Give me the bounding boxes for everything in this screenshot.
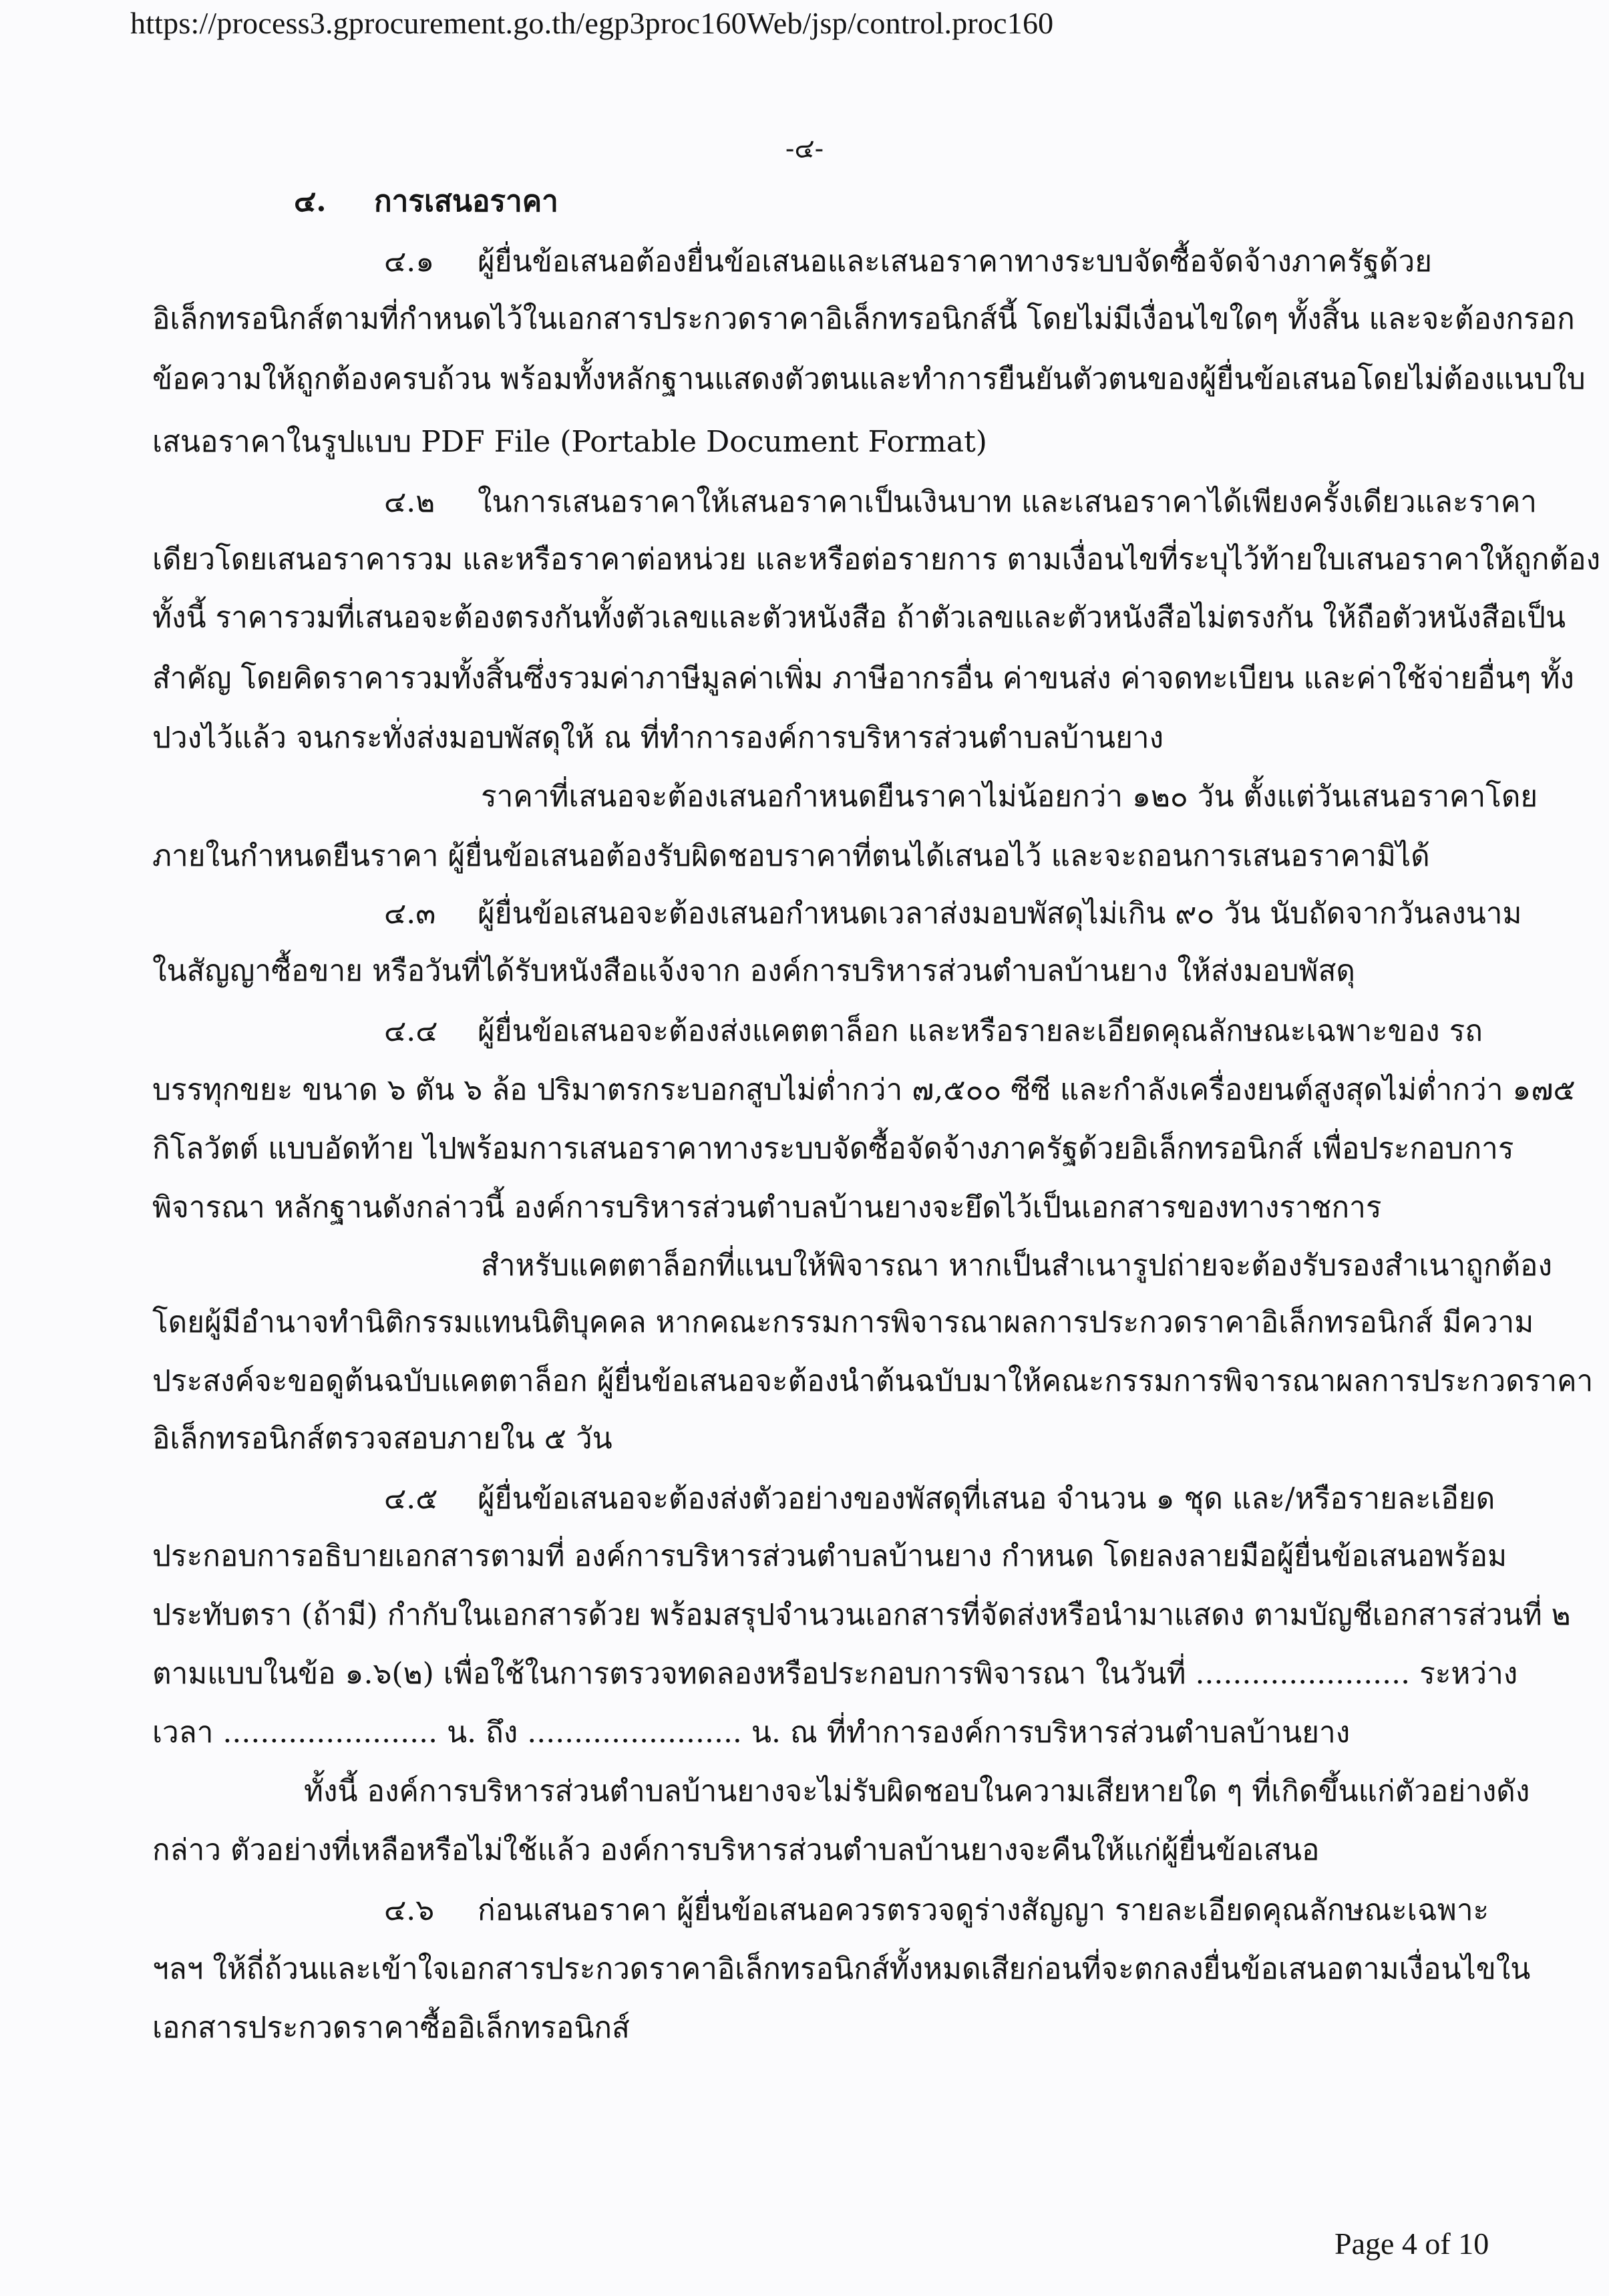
section-title: การเสนอราคา [374, 184, 558, 218]
clause-4-4-para2-line-2: โดยผู้มีอำนาจทำนิติกรรมแทนนิติบุคคล หากคณะกรรมการพิจารณาผลการประกวดราคาอิเล็กทรอนิกส์ มีความ [152, 1305, 1534, 1339]
page-marker: -๔- [785, 134, 824, 164]
clause-4-2-para2-line-2: ภายในกำหนดยืนราคา ผู้ยื่นข้อเสนอต้องรับผิดชอบราคาที่ตนได้เสนอไว้ และจะถอนการเสนอราคามิได้ [152, 839, 1430, 873]
section-number: ๔. [294, 184, 327, 218]
clause-4-3-number: ๔.๓ [384, 896, 436, 931]
clause-text: ผู้ยื่นข้อเสนอจะต้องส่งตัวอย่างของพัสดุที่เสนอ จำนวน ๑ ชุด และ/หรือรายละเอียด [478, 1482, 1495, 1516]
clause-text: ผู้ยื่นข้อเสนอจะต้องส่งแคตตาล็อก และหรือรายละเอียดคุณลักษณะเฉพาะของ รถ [478, 1014, 1483, 1048]
clause-4-1-line-2: อิเล็กทรอนิกส์ตามที่กำหนดไว้ในเอกสารประกวดราคาอิเล็กทรอนิกส์นี้ โดยไม่มีเงื่อนไขใดๆ ทั้งสิ้น และจะต้องกรอก [152, 302, 1575, 336]
clause-4-5-line-4: ตามแบบในข้อ ๑.๖(๒) เพื่อใช้ในการตรวจทดลองหรือประกอบการพิจารณา ในวันที่ ....................... ระหว่าง [152, 1657, 1518, 1691]
clause-4-2-line-4: สำคัญ โดยคิดราคารวมทั้งสิ้นซึ่งรวมค่าภาษีมูลค่าเพิ่ม ภาษีอากรอื่น ค่าขนส่ง ค่าจดทะเบียน และค่าใช้จ่ายอื่นๆ ทั้ง [152, 661, 1574, 695]
clause-4-1-line-3: ข้อความให้ถูกต้องครบถ้วน พร้อมทั้งหลักฐานแสดงตัวตนและทำการยืนยันตัวตนของผู้ยื่นข้อเสนอโดยไม่ต้องแนบใบ [152, 362, 1586, 396]
clause-4-4-line-4: พิจารณา หลักฐานดังกล่าวนี้ องค์การบริหารส่วนตำบลบ้านยางจะยึดไว้เป็นเอกสารของทางราชการ [152, 1190, 1382, 1224]
clause-4-2-line-3: ทั้งนี้ ราคารวมที่เสนอจะต้องตรงกันทั้งตัวเลขและตัวหนังสือ ถ้าตัวเลขและตัวหนังสือไม่ตรงกัน ให้ถือตัวหนังสือเป็น [152, 601, 1566, 635]
clause-4-4-para2-line-4: อิเล็กทรอนิกส์ตรวจสอบภายใน ๕ วัน [152, 1422, 612, 1456]
clause-4-1-line-1 [384, 242, 1432, 282]
clause-4-4-line-1 [384, 1011, 1483, 1051]
clause-4-2-line-1 [384, 482, 1537, 522]
section-heading [294, 182, 558, 222]
clause-4-5-line-5: เวลา ....................... น. ถึง ....................... น. ณ ที่ทำการองค์การบริหารส่วนตำบลบ้านยาง [152, 1715, 1351, 1750]
clause-4-4-line-2: บรรทุกขยะ ขนาด ๖ ตัน ๖ ล้อ ปริมาตรกระบอกสูบไม่ต่ำกว่า ๗,๕๐๐ ซีซี และกำลังเครื่องยนต์สูงสุดไม่ต่ำกว่า ๑๗๕ [152, 1073, 1576, 1107]
clause-4-5-para2-line-1: ทั้งนี้ องค์การบริหารส่วนตำบลบ้านยางจะไม่รับผิดชอบในความเสียหายใด ๆ ที่เกิดขึ้นแก่ตัวอย่างดัง [304, 1774, 1530, 1808]
clause-4-4-para2-line-3: ประสงค์จะขอดูต้นฉบับแคตตาล็อก ผู้ยื่นข้อเสนอจะต้องนำต้นฉบับมาให้คณะกรรมการพิจารณาผลการประกวดราคา [152, 1364, 1594, 1398]
clause-text: ก่อนเสนอราคา ผู้ยื่นข้อเสนอควรตรวจดูร่างสัญญา รายละเอียดคุณลักษณะเฉพาะ [478, 1893, 1489, 1927]
clause-4-5-line-2: ประกอบการอธิบายเอกสารตามที่ องค์การบริหารส่วนตำบลบ้านยาง กำหนด โดยลงลายมือผู้ยื่นข้อเสนอพร้อม [152, 1539, 1507, 1573]
clause-4-3-line-2: ในสัญญาซื้อขาย หรือวันที่ได้รับหนังสือแจ้งจาก องค์การบริหารส่วนตำบลบ้านยาง ให้ส่งมอบพัสดุ [152, 954, 1355, 988]
clause-4-1-number: ๔.๑ [384, 244, 435, 279]
clause-4-6-line-1 [384, 1891, 1489, 1931]
clause-4-4-number: ๔.๔ [384, 1014, 438, 1048]
clause-4-6-line-2: ฯลฯ ให้ถี่ถ้วนและเข้าใจเอกสารประกวดราคาอิเล็กทรอนิกส์ทั้งหมดเสียก่อนที่จะตกลงยื่นข้อเสนอตามเงื่อนไขใน [152, 1952, 1531, 1986]
clause-4-5-number: ๔.๕ [384, 1482, 438, 1516]
clause-4-5-para2-line-2: กล่าว ตัวอย่างที่เหลือหรือไม่ใช้แล้ว องค์การบริหารส่วนตำบลบ้านยางจะคืนให้แก่ผู้ยื่นข้อเสนอ [152, 1833, 1320, 1867]
clause-4-2-number: ๔.๒ [384, 485, 435, 519]
clause-4-2-line-5: ปวงไว้แล้ว จนกระทั่งส่งมอบพัสดุให้ ณ ที่ทำการองค์การบริหารส่วนตำบลบ้านยาง [152, 721, 1164, 755]
clause-4-6-line-3: เอกสารประกวดราคาซื้ออิเล็กทรอนิกส์ [152, 2011, 630, 2045]
page-footer: Page 4 of 10 [1334, 2227, 1489, 2261]
clause-4-2-para2-line-1: ราคาที่เสนอจะต้องเสนอกำหนดยืนราคาไม่น้อยกว่า ๑๒๐ วัน ตั้งแต่วันเสนอราคาโดย [481, 780, 1538, 814]
clause-text: ในการเสนอราคาให้เสนอราคาเป็นเงินบาท และเสนอราคาได้เพียงครั้งเดียวและราคา [478, 485, 1537, 519]
clause-4-4-line-3: กิโลวัตต์ แบบอัดท้าย ไปพร้อมการเสนอราคาทางระบบจัดซื้อจัดจ้างภาครัฐด้วยอิเล็กทรอนิกส์ เพื่อประกอบการ [152, 1132, 1514, 1166]
clause-4-1-line-4: เสนอราคาในรูปแบบ PDF File (Portable Document Format) [152, 425, 987, 459]
clause-4-6-number: ๔.๖ [384, 1893, 435, 1927]
clause-4-5-line-3: ประทับตรา (ถ้ามี) กำกับในเอกสารด้วย พร้อมสรุปจำนวนเอกสารที่จัดส่งหรือนำมาแสดง ตามบัญชีเอกสารส่วนที่ ๒ [152, 1598, 1571, 1632]
clause-4-4-para2-line-1: สำหรับแคตตาล็อกที่แนบให้พิจารณา หากเป็นสำเนารูปถ่ายจะต้องรับรองสำเนาถูกต้อง [481, 1249, 1552, 1283]
url-header: https://process3.gprocurement.go.th/egp3proc160Web/jsp/control.proc160 [130, 6, 1054, 40]
clause-text: ผู้ยื่นข้อเสนอต้องยื่นข้อเสนอและเสนอราคาทางระบบจัดซื้อจัดจ้างภาครัฐด้วย [478, 244, 1433, 279]
clause-4-3-line-1 [384, 894, 1522, 934]
clause-4-5-line-1 [384, 1479, 1495, 1519]
clause-text: ผู้ยื่นข้อเสนอจะต้องเสนอกำหนดเวลาส่งมอบพัสดุไม่เกิน ๙๐ วัน นับถัดจากวันลงนาม [478, 896, 1522, 931]
clause-4-2-line-2: เดียวโดยเสนอราคารวม และหรือราคาต่อหน่วย และหรือต่อรายการ ตามเงื่อนไขที่ระบุไว้ท้ายใบเสนอราคาให้ถูกต้อง [152, 542, 1601, 577]
